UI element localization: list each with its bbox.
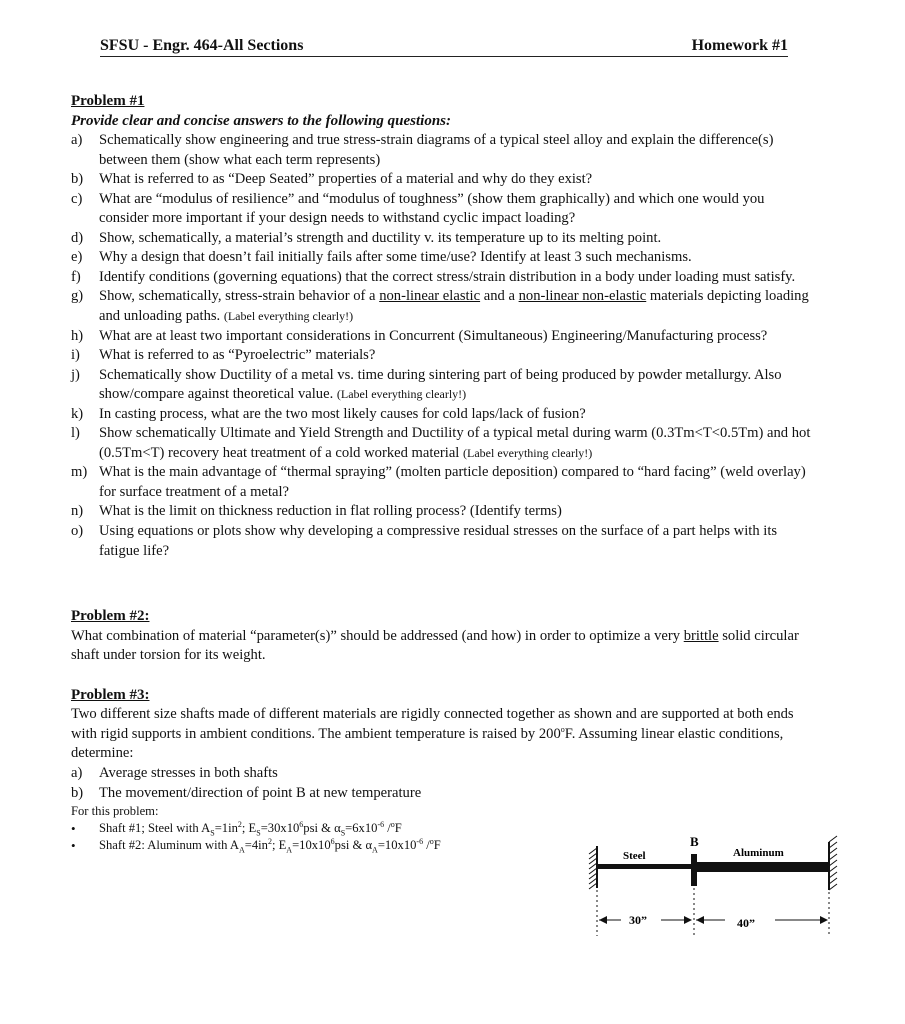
left-rigid-support — [589, 846, 597, 889]
dimension-40-label: 40” — [737, 916, 755, 930]
question-c: c) What are “modulus of resilience” and “modulus of toughness” (show them graphically) and which one would you consider more important if your design needs to withstand cyclic impact loading? — [71, 190, 765, 227]
steel-shaft — [598, 864, 691, 869]
shaft-diagram — [585, 828, 845, 943]
question-h: h) What are at least two important considerations in Concurrent (Simultaneous) Engineering/Manufacturing process? — [71, 327, 768, 344]
question-o: o) Using equations or plots show why developing a compressive residual stresses on the surface of a part helps with its fatigue life? — [71, 523, 778, 559]
question-n: n) What is the limit on thickness reduction in flat rolling process? (Identify terms) — [71, 503, 562, 520]
aluminum-label: Aluminum — [733, 847, 784, 859]
question-i: i) What is referred to as “Pyroelectric” materials? — [71, 347, 376, 364]
course-title: SFSU - Engr. 464-All Sections — [100, 37, 304, 54]
underlined-term: non-linear elastic — [379, 288, 481, 305]
point-b-label: B — [690, 834, 699, 849]
question-f: f) Identify conditions (governing equations) that the correct stress/strain distribution in a body under loading must satisfy. — [71, 268, 796, 285]
question-m: m) What is the main advantage of “thermal spraying” (molten particle deposition) compared to “hard facing” (weld overlay) for surface treatment of a metal? — [71, 464, 806, 500]
dimension-aluminum — [696, 916, 828, 930]
problem1-title: Problem #1 — [71, 93, 145, 109]
problem2-text: What combination of material “parameter(s)” should be addressed (and how) in order to optimize a very brittle solid circular shaft under torsion for its weight. — [71, 627, 799, 664]
problem2-title: Problem #2: — [71, 608, 150, 625]
problem3-questions — [71, 764, 811, 803]
underlined-term: brittle — [683, 627, 719, 644]
homework-title: Homework #1 — [691, 37, 788, 54]
problem3-given: For this problem: • Shaft #1; Steel with $A_S=1in^2$; $E_S=30x10^6psi$ & $\alpha_S=6x10^{-6}$ /$^o$F • Shaft #2: Aluminum with $A_A=4in^2$; $E_A=10x10^6psi$ & $\alpha_A=10x10^{-6}$ /$^o$F — [71, 803, 811, 854]
label-note: (Label everything clearly!) — [223, 309, 354, 324]
problem1-intro: Provide clear and concise answers to the following questions: — [71, 112, 452, 129]
question-d: d) Show, schematically, a material’s strength and ductility v. its temperature up to its melting point. — [71, 229, 662, 246]
aluminum-shaft — [697, 862, 829, 872]
steel-label: Steel — [623, 850, 646, 862]
question-g: g) Show, schematically, stress-strain behavior of a non-linear elastic and a non-linear non-elastic materials depicting loading and unloading paths. (Label everything clearly!) — [71, 288, 809, 325]
question-k: k) In casting process, what are the two most likely causes for cold laps/lack of fusion? — [71, 405, 586, 422]
question-e: e) Why a design that doesn’t fail initially fails after some time/use? Identify at least 3 such mechanisms. — [71, 249, 692, 266]
bullet: • — [71, 821, 76, 837]
given-shaft-steel: • Shaft #1; Steel with $A_S=1in^2$; $E_S=30x10^6psi$ & $\alpha_S=6x10^{-6}$ /$^o$F — [71, 819, 402, 838]
label-note: (Label everything clearly!) — [336, 387, 467, 402]
problem3-title: Problem #3: — [71, 686, 150, 703]
connection-point-b — [691, 854, 697, 886]
dimension-30-label: 30” — [629, 913, 647, 927]
given-shaft-aluminum: • Shaft #2: Aluminum with $A_A=4in^2$; $E_A=10x10^6psi$ & $\alpha_A=10x10^{-6}$ /$^o$F — [71, 836, 441, 855]
dimension-steel — [599, 913, 692, 927]
problem3-text: Two different size shafts made of different materials are rigidly connected together as shown and are supported at both ends with rigid supports in ambient conditions. The ambient temperature is raised by 200$^o$F. Assuming linear elastic conditions, determine: — [71, 706, 794, 762]
problem3-question-b: b) The movement/direction of point B at new temperature — [71, 784, 422, 801]
page-header — [100, 36, 788, 57]
question-l: l) Show schematically Ultimate and Yield Strength and Ductility of a typical metal during warm (0.3Tm<T<0.5Tm) and hot (0.5Tm<T) recovery heat treatment of a cold worked material (Label everything clearly!) — [71, 425, 811, 461]
question-j: j) Schematically show Ductility of a metal vs. time during sintering part of being produced by powder metallurgy. Also show/compare against theoretical value. (Label everything clearly!) — [71, 366, 782, 403]
document-body — [71, 92, 811, 854]
problem1-questions — [71, 131, 811, 561]
right-rigid-support — [829, 836, 837, 890]
bullet: • — [71, 838, 76, 854]
question-a: a) Schematically show engineering and true stress-strain diagrams of a typical steel alloy and explain the difference(s) between them (show what each term represents) — [71, 132, 774, 168]
label-note: (Label everything clearly!) — [463, 445, 593, 460]
problem3-question-a: a) Average stresses in both shafts — [71, 764, 278, 781]
underlined-term: non-linear non-elastic — [518, 288, 647, 305]
question-b: b) What is referred to as “Deep Seated” properties of a material and why do they exist? — [71, 171, 593, 188]
